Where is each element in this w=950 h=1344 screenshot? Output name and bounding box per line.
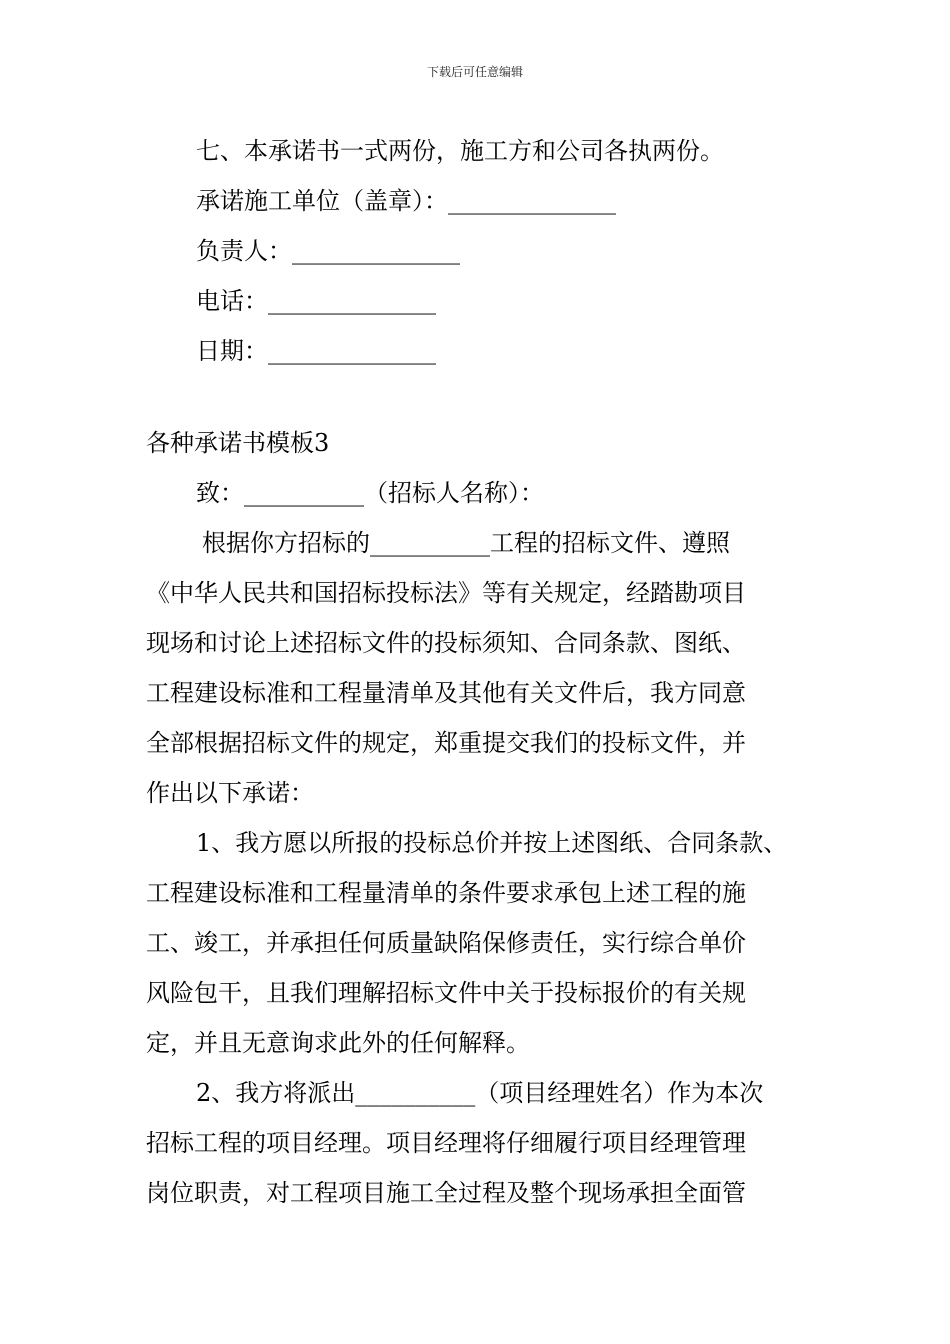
intro-line: 全部根据招标文件的规定，郑重提交我们的投标文件，并 — [146, 729, 746, 757]
intro-line: 《中华人民共和国招标投标法》等有关规定，经踏勘项目 — [146, 579, 746, 607]
signature-unit-line: 承诺施工单位（盖章）：______________ — [196, 187, 616, 215]
intro-line: 作出以下承诺： — [146, 779, 314, 807]
item-2-line: 岗位职责，对工程项目施工全过程及整个现场承担全面管 — [146, 1179, 746, 1207]
item-1-line: 工程建设标准和工程量清单的条件要求承包上述工程的施 — [146, 879, 746, 907]
item-1-line: 定，并且无意询求此外的任何解释。 — [146, 1029, 530, 1057]
item-1-line: 风险包干，且我们理解招标文件中关于投标报价的有关规 — [146, 979, 746, 1007]
header-note: 下载后可任意编辑 — [426, 65, 523, 79]
item-7-text: 七、本承诺书一式两份，施工方和公司各执两份。 — [196, 137, 724, 165]
item-2-line: 招标工程的项目经理。项目经理将仔细履行项目经理管理 — [146, 1129, 746, 1157]
item-1-line: 1、我方愿以所报的投标总价并按上述图纸、合同条款、 — [196, 829, 788, 857]
signature-phone-line: 电话：______________ — [196, 287, 436, 315]
section-spacer — [146, 376, 810, 418]
section-title: 各种承诺书模板3 — [146, 429, 330, 457]
intro-line: 根据你方招标的__________工程的招标文件、遵照 — [202, 529, 730, 557]
document-body — [146, 126, 810, 1218]
intro-line: 工程建设标准和工程量清单及其他有关文件后，我方同意 — [146, 679, 746, 707]
salutation: 致：__________（招标人名称）： — [196, 479, 544, 507]
signature-date-line: 日期：______________ — [196, 337, 436, 365]
signature-person-line: 负责人：______________ — [196, 237, 460, 265]
item-2-line: 2、我方将派出__________（项目经理姓名）作为本次 — [196, 1079, 764, 1107]
item-1-line: 工、竣工，并承担任何质量缺陷保修责任，实行综合单价 — [146, 929, 746, 957]
intro-line: 现场和讨论上述招标文件的投标须知、合同条款、图纸、 — [146, 629, 746, 657]
